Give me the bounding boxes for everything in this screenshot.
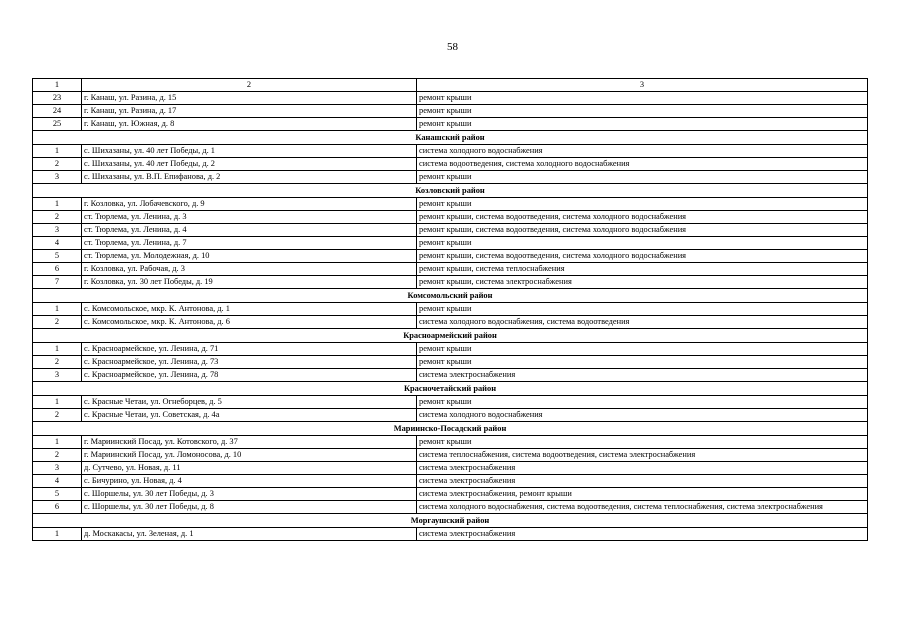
row-address: г. Мариинский Посад, ул. Котовского, д. 37 [82,436,417,449]
table-row [33,211,868,224]
row-number: 4 [33,475,82,488]
table-row [33,501,868,514]
district-name: Канашский район [33,131,868,145]
row-address: г. Канаш, ул. Разина, д. 15 [82,92,417,105]
table-row [33,145,868,158]
row-number: 1 [33,396,82,409]
district-header-row [33,514,868,528]
row-work-type: система холодного водоснабжения, система водоотведения [417,316,868,329]
district-header-row [33,382,868,396]
table-row [33,488,868,501]
table-row [33,118,868,131]
row-number: 3 [33,224,82,237]
row-work-type: ремонт крыши [417,436,868,449]
row-number: 6 [33,263,82,276]
row-number: 25 [33,118,82,131]
table-row [33,105,868,118]
table-row [33,462,868,475]
row-number: 1 [33,198,82,211]
row-work-type: ремонт крыши [417,171,868,184]
district-header-row [33,329,868,343]
row-work-type: система водоотведения, система холодного водоснабжения [417,158,868,171]
row-work-type: ремонт крыши, система водоотведения, система холодного водоснабжения [417,250,868,263]
column-header-number: 1 [33,79,82,92]
table-row [33,224,868,237]
row-work-type: система холодного водоснабжения, система водоотведения, система теплоснабжения, система электроснабжения [417,501,868,514]
row-number: 2 [33,211,82,224]
repair-register-table [32,78,868,541]
row-number: 23 [33,92,82,105]
district-name: Красночетайский район [33,382,868,396]
row-work-type: система электроснабжения [417,475,868,488]
row-work-type: ремонт крыши [417,396,868,409]
row-number: 7 [33,276,82,289]
row-work-type: ремонт крыши, система электроснабжения [417,276,868,289]
row-number: 2 [33,158,82,171]
row-number: 5 [33,250,82,263]
row-number: 2 [33,409,82,422]
row-address: с. Бичурино, ул. Новая, д. 4 [82,475,417,488]
column-header-row [33,79,868,92]
table-row [33,409,868,422]
page-number: 58 [447,41,458,53]
row-number: 3 [33,369,82,382]
row-work-type: ремонт крыши [417,303,868,316]
row-number: 24 [33,105,82,118]
row-work-type: ремонт крыши, система теплоснабжения [417,263,868,276]
table-row [33,198,868,211]
row-address: г. Козловка, ул. Рабочая, д. 3 [82,263,417,276]
row-work-type: система электроснабжения [417,369,868,382]
table-row [33,92,868,105]
column-header-address: 2 [82,79,417,92]
register-body [33,79,868,541]
row-work-type: система электроснабжения [417,528,868,541]
row-address: с. Красные Четаи, ул. Советская, д. 4а [82,409,417,422]
district-name: Комсомольский район [33,289,868,303]
row-address: с. Шоршелы, ул. 30 лет Победы, д. 3 [82,488,417,501]
row-address: с. Красноармейское, ул. Ленина, д. 71 [82,343,417,356]
row-address: д. Москакасы, ул. Зеленая, д. 1 [82,528,417,541]
row-address: с. Комсомольское, мкр. К. Антонова, д. 6 [82,316,417,329]
row-address: ст. Тюрлема, ул. Ленина, д. 7 [82,237,417,250]
row-address: д. Сутчево, ул. Новая, д. 11 [82,462,417,475]
table-row [33,263,868,276]
row-work-type: система электроснабжения, ремонт крыши [417,488,868,501]
row-number: 1 [33,528,82,541]
row-work-type: система холодного водоснабжения [417,409,868,422]
column-header-work: 3 [417,79,868,92]
table-row [33,369,868,382]
row-work-type: ремонт крыши [417,198,868,211]
row-number: 2 [33,356,82,369]
row-work-type: ремонт крыши, система водоотведения, система холодного водоснабжения [417,211,868,224]
row-address: г. Козловка, ул. 30 лет Победы, д. 19 [82,276,417,289]
row-number: 3 [33,171,82,184]
row-address: г. Мариинский Посад, ул. Ломоносова, д. 10 [82,449,417,462]
table-row [33,396,868,409]
row-address: с. Шихазаны, ул. 40 лет Победы, д. 2 [82,158,417,171]
row-number: 2 [33,316,82,329]
table-row [33,356,868,369]
table-row [33,475,868,488]
table-row [33,158,868,171]
row-work-type: система электроснабжения [417,462,868,475]
district-name: Мариинско-Посадский район [33,422,868,436]
row-number: 5 [33,488,82,501]
row-work-type: ремонт крыши [417,343,868,356]
row-work-type: ремонт крыши, система водоотведения, система холодного водоснабжения [417,224,868,237]
row-address: с. Шоршелы, ул. 30 лет Победы, д. 8 [82,501,417,514]
district-header-row [33,184,868,198]
row-address: с. Красноармейское, ул. Ленина, д. 73 [82,356,417,369]
row-work-type: ремонт крыши [417,118,868,131]
row-address: с. Шихазаны, ул. 40 лет Победы, д. 1 [82,145,417,158]
table-row [33,171,868,184]
row-number: 1 [33,436,82,449]
row-address: г. Канаш, ул. Южная, д. 8 [82,118,417,131]
district-header-row [33,289,868,303]
row-work-type: система холодного водоснабжения [417,145,868,158]
row-work-type: ремонт крыши [417,105,868,118]
row-number: 1 [33,343,82,356]
table-row [33,276,868,289]
row-number: 2 [33,449,82,462]
district-name: Козловский район [33,184,868,198]
table-row [33,250,868,263]
district-header-row [33,422,868,436]
row-address: г. Козловка, ул. Лобачевского, д. 9 [82,198,417,211]
row-address: ст. Тюрлема, ул. Ленина, д. 4 [82,224,417,237]
table-row [33,436,868,449]
row-work-type: ремонт крыши [417,92,868,105]
row-address: с. Шихазаны, ул. В.П. Епифанова, д. 2 [82,171,417,184]
row-work-type: ремонт крыши [417,356,868,369]
row-address: г. Канаш, ул. Разина, д. 17 [82,105,417,118]
district-name: Моргаушский район [33,514,868,528]
row-number: 1 [33,303,82,316]
table-row [33,449,868,462]
row-number: 3 [33,462,82,475]
row-address: с. Красные Четаи, ул. Огнеборцев, д. 5 [82,396,417,409]
row-address: с. Комсомольское, мкр. К. Антонова, д. 1 [82,303,417,316]
table-row [33,303,868,316]
row-work-type: система теплоснабжения, система водоотведения, система электроснабжения [417,449,868,462]
row-address: ст. Тюрлема, ул. Молодежная, д. 10 [82,250,417,263]
row-number: 6 [33,501,82,514]
row-number: 4 [33,237,82,250]
row-work-type: ремонт крыши [417,237,868,250]
row-address: с. Красноармейское, ул. Ленина, д. 78 [82,369,417,382]
table-row [33,528,868,541]
table-row [33,316,868,329]
table-row [33,237,868,250]
row-number: 1 [33,145,82,158]
district-header-row [33,131,868,145]
district-name: Красноармейский район [33,329,868,343]
row-address: ст. Тюрлема, ул. Ленина, д. 3 [82,211,417,224]
table-row [33,343,868,356]
